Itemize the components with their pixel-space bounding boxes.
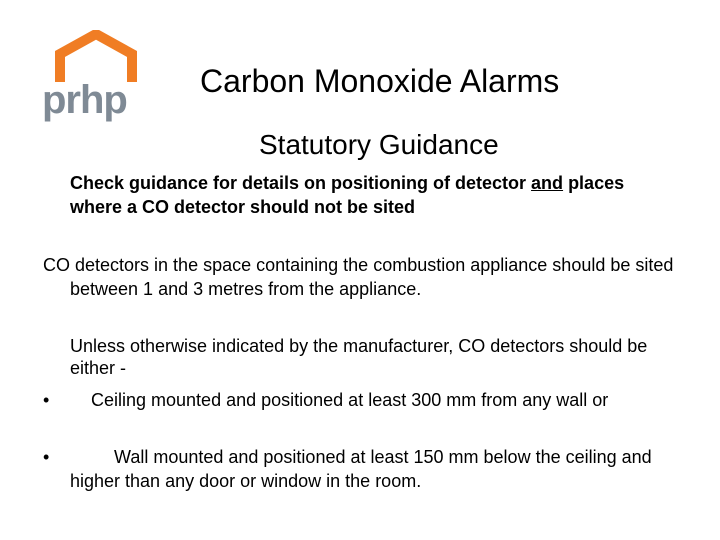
guidance-note-part1: Check guidance for details on positioning of detector: [70, 173, 532, 193]
bullet-icon: •: [43, 390, 50, 410]
bullet-item-wall: [43, 445, 683, 493]
manufacturer-paragraph: Unless otherwise indicated by the manufacturer, CO detectors should be either -: [70, 336, 648, 378]
guidance-note-part2: places where a CO detector should not be sited: [70, 173, 625, 217]
co-detector-distance-paragraph: CO detectors in the space containing the combustion appliance should be sited between 1 and 3 metres from the appliance.: [43, 255, 674, 299]
prhp-logo: [40, 30, 148, 126]
guidance-note-underlined: and: [531, 173, 564, 193]
guidance-note: [70, 171, 670, 219]
bullet-text: Ceiling mounted and positioned at least 300 mm from any wall or: [91, 390, 609, 410]
slide-title: Carbon Monoxide Alarms: [200, 63, 560, 99]
logo-text: prhp: [42, 78, 127, 122]
slide-subtitle: Statutory Guidance: [259, 129, 499, 160]
bullet-text: Wall mounted and positioned at least 150 mm below the ceiling and higher than any door or window in the room.: [70, 447, 652, 491]
bullet-icon: •: [43, 447, 50, 467]
